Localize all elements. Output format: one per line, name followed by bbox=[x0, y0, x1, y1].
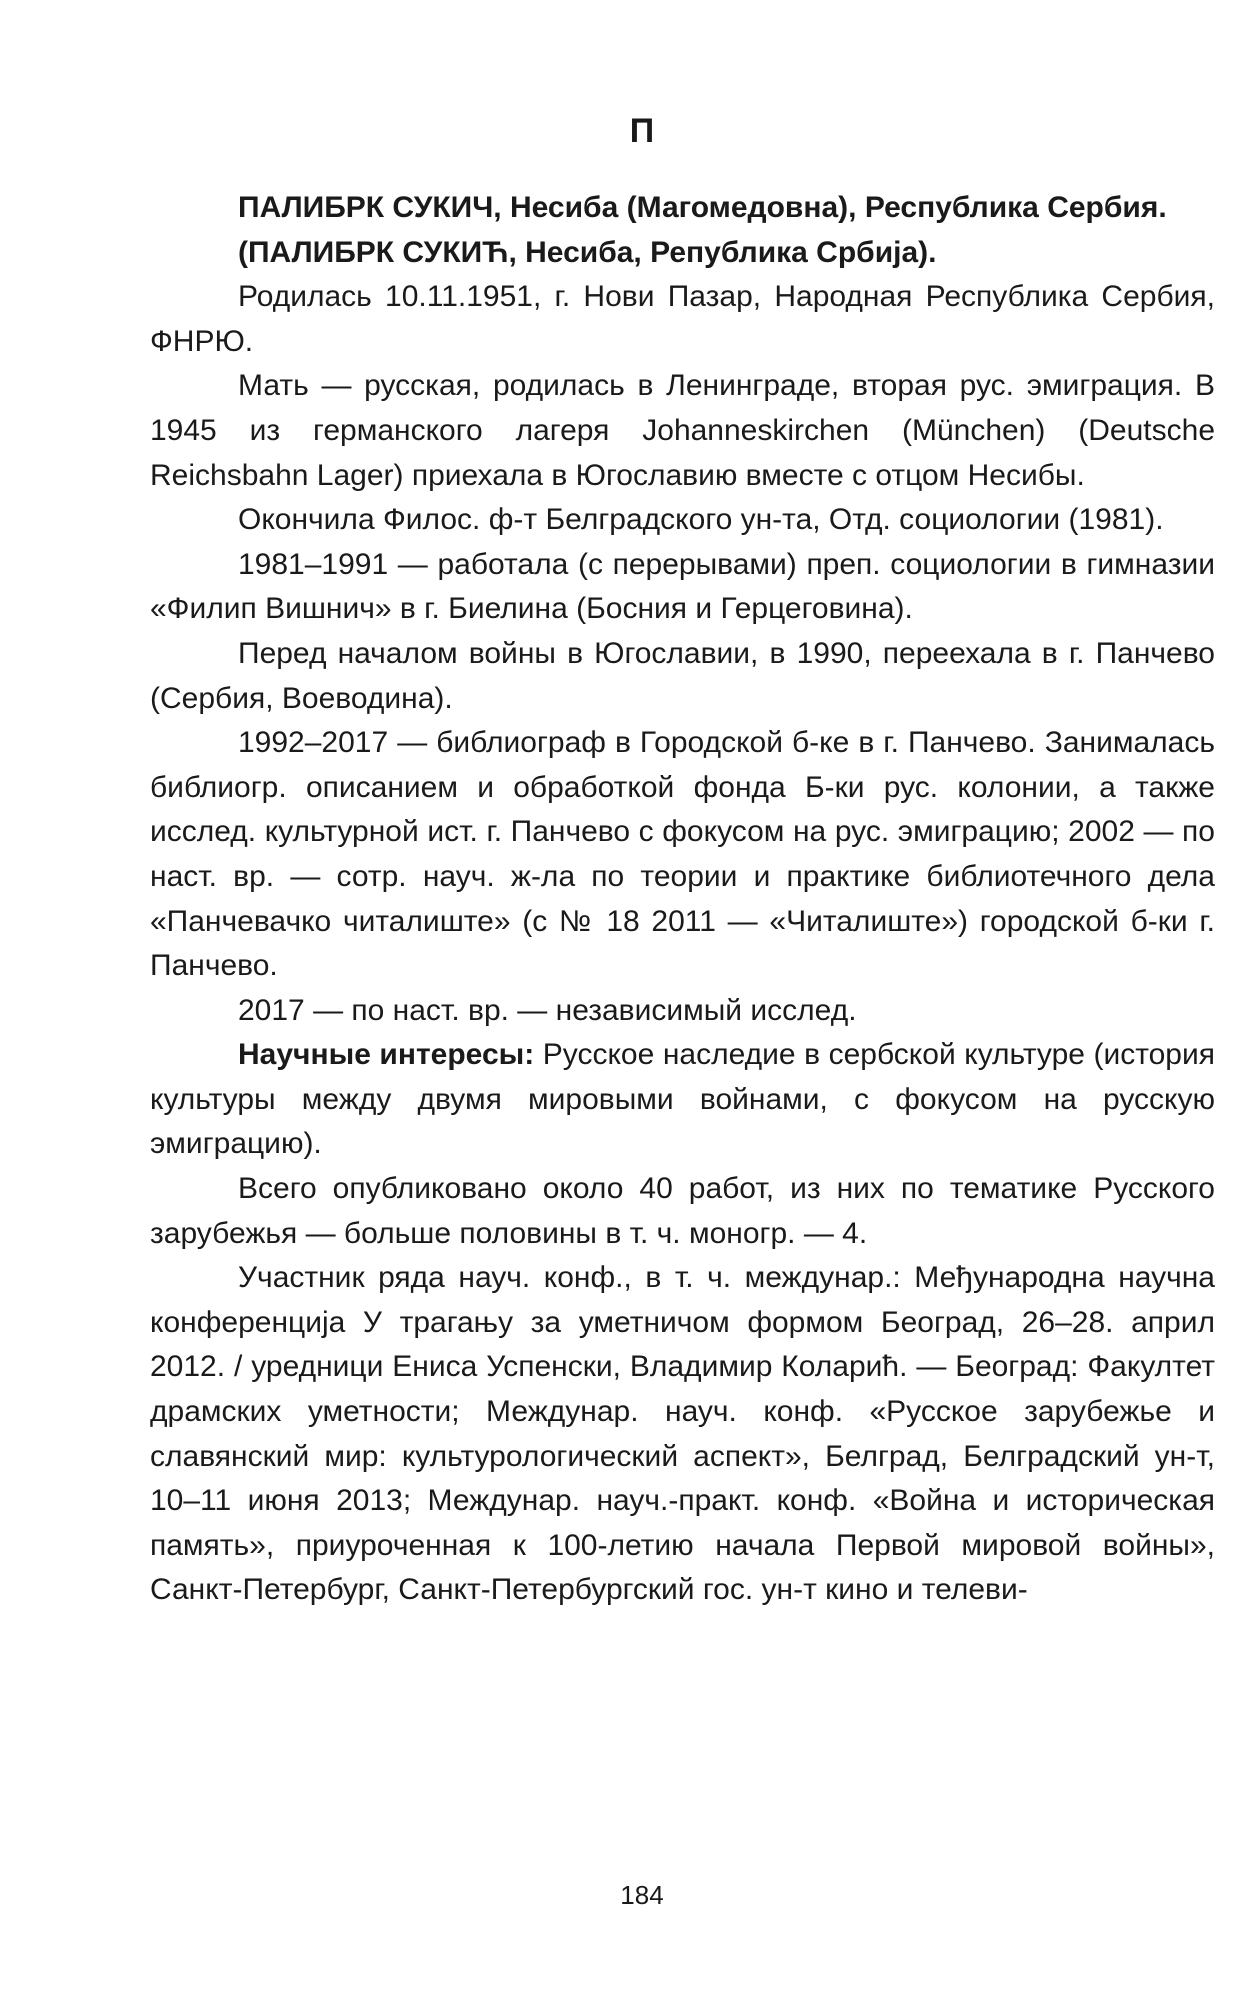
page-number: 184 bbox=[620, 1880, 664, 1910]
paragraph-publications: Всего опубликовано около 40 работ, из них по тематике Русского зарубежья — больше половины в т. ч. моногр. — 4. bbox=[150, 1172, 1215, 1250]
paragraph-move-1990: Перед началом войны в Югославии, в 1990, переехала в г. Панчево (Сербия, Воеводина). bbox=[150, 636, 1215, 715]
paragraph-interests bbox=[150, 1033, 1215, 1167]
paragraph-conferences: Участник ряда науч. конф., в т. ч. междунар.: Међународна научна конференција У трагању за уметничом формом Београд, 26–28. април 2012. / уредници Ениса Успенски, Владимир Коларић. — Београд: Факултет драмских уметности; Междунар. науч. конф. «Русское зарубежье и славянский мир: культурологический аспект», Белград, Белградский ун-т, 10–11 июня 2013; Междунар. науч.-практ. конф. «Война и историческая память», приуроченная к 100-летию начала Первой мировой войны», Санкт-Петербург, Санкт-Петербургский гос. ун-т кино и телеви- bbox=[150, 1261, 1215, 1607]
entry-text bbox=[150, 186, 1215, 1613]
entry-heading-location: Республика Сербия. bbox=[864, 191, 1167, 224]
entry-heading bbox=[150, 186, 1215, 231]
paragraph-education: Окончила Филос. ф-т Белградского ун-та, Отд. социологии (1981). bbox=[238, 503, 1164, 537]
paragraph-work-2017: 2017 — по наст. вр. — независимый исслед. bbox=[238, 993, 857, 1027]
paragraph-born: Родилась 10.11.1951, г. Нови Пазар, Народная Республика Сербия, ФНРЮ. bbox=[150, 280, 1215, 358]
entry-heading-name: ПАЛИБРК СУКИЧ, Несиба (Магомедовна), bbox=[238, 191, 857, 224]
section-letter: П bbox=[629, 112, 655, 150]
interests-label: Научные интересы: bbox=[238, 1038, 535, 1072]
paragraph-work-1992: 1992–2017 — библиограф в Городской б-ке в г. Панчево. Занималась библиогр. описанием и обработкой фонда Б-ки рус. колонии, а также исслед. культурной ист. г. Панчево с фокусом на рус. эмиграцию; 2002 — по наст. вр. — сотр. науч. ж-ла по теории и практике библиотечного дела «Панчевачко читалиште» (с № 18 2011 — «Читалиште») городской б-ки г. Панчево. bbox=[150, 726, 1215, 983]
entry-alt-heading: (ПАЛИБРК СУКИЋ, Несиба, Република Србија). bbox=[238, 235, 937, 269]
paragraph-work-1981: 1981–1991 — работала (с перерывами) преп. социологии в гимназии «Филип Вишнич» в г. Биелина (Босния и Герцеговина). bbox=[150, 547, 1215, 626]
paragraph-mother: Мать — русская, родилась в Ленинграде, вторая рус. эмиграция. В 1945 из германского лагеря Johanneskirchen (München) (Deutsche Reichsbahn Lager) приехала в Югославию вместе с отцом Несибы. bbox=[150, 369, 1215, 492]
interests-text: Русское наследие в сербской культуре (история культуры между двумя мировыми войнами, с фокусом на русскую эмиграцию). bbox=[150, 1038, 1215, 1161]
